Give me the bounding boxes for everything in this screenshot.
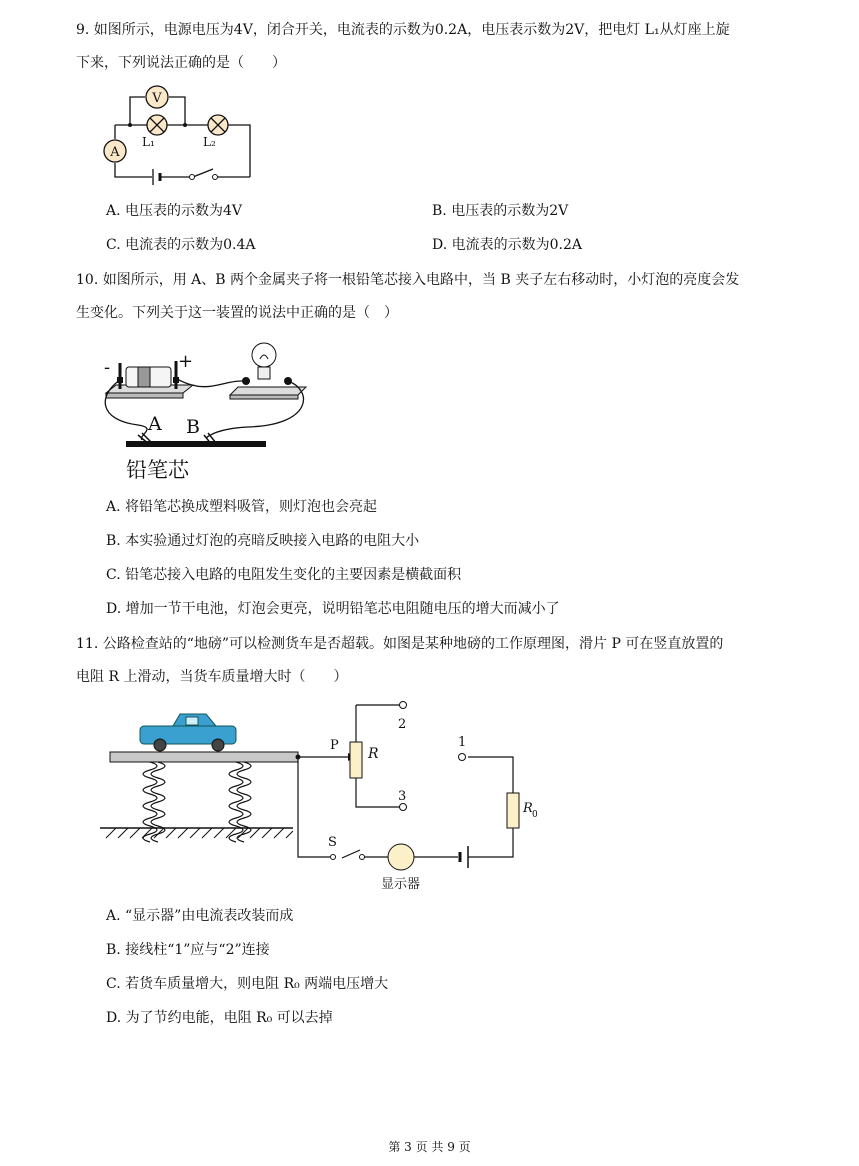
- q9-stem-line2: 下来，下列说法正确的是（ ）: [76, 55, 286, 71]
- q11-stem-line2: 电阻 R 上滑动，当货车质量增大时（ ）: [76, 669, 348, 685]
- terminal-2-label: 2: [398, 717, 407, 732]
- q10-stem-line2: 生变化。下列关于这一装置的说法中正确的是（ ）: [76, 305, 398, 321]
- resistor-r-label: R: [368, 746, 379, 762]
- svg-text:V: V: [152, 91, 162, 106]
- q10-option-a[interactable]: A. 将铅笔芯换成塑料吸管，则灯泡也会亮起: [106, 499, 378, 515]
- terminal-1-label: 1: [458, 735, 467, 750]
- terminal-3-icon: [400, 804, 407, 811]
- lamp-l1-icon: [147, 115, 167, 135]
- ammeter-icon: [104, 140, 126, 162]
- q9-option-a[interactable]: A. 电压表的示数为4V: [106, 203, 243, 219]
- page-footer: 第 3 页 共 9 页: [388, 1140, 471, 1154]
- pencil-lead-caption: 铅笔芯: [126, 458, 189, 482]
- battery-icon: [460, 846, 468, 868]
- lamp-l2-icon: [208, 115, 228, 135]
- battery-icon: [153, 169, 160, 185]
- spring-icon: [143, 762, 251, 842]
- switch-s-label: S: [328, 835, 337, 850]
- scale-platform: [110, 752, 298, 762]
- display-label: 显示器: [381, 877, 421, 892]
- slider-p-label: P: [330, 738, 339, 753]
- terminal-3-label: 3: [398, 789, 407, 804]
- resistor-r0-label: R: [523, 801, 533, 816]
- negative-terminal-label: -: [104, 357, 111, 378]
- voltmeter-icon: [146, 86, 168, 108]
- terminal-2-icon: [400, 702, 407, 709]
- q10-option-d[interactable]: D. 增加一节干电池，灯泡会更亮，说明铅笔芯电阻随电压的增大而减小了: [106, 601, 560, 617]
- q11-weighbridge-diagram: [98, 700, 538, 895]
- q9-stem-line1: 9. 如图所示，电源电压为4V，闭合开关，电流表的示数为0.2A，电压表示数为2V，把电灯 L₁从灯座上旋: [76, 22, 730, 38]
- clip-b-label: B: [186, 416, 200, 438]
- q11-stem-line1: 11. 公路检查站的“地磅”可以检测货车是否超载。如图是某种地磅的工作原理图，滑片 P 可在竖直放置的: [76, 636, 724, 652]
- q11-option-c[interactable]: C. 若货车质量增大，则电阻 R₀ 两端电压增大: [106, 976, 389, 992]
- clip-a-label: A: [148, 413, 162, 435]
- light-bulb-icon: [230, 343, 306, 399]
- q11-option-b[interactable]: B. 接线柱“1”应与“2”连接: [106, 942, 270, 958]
- display-meter-icon: [388, 844, 414, 870]
- resistor-r0-subscript: 0: [532, 810, 538, 820]
- q11-option-a[interactable]: A. “显示器”由电流表改装而成: [106, 908, 294, 924]
- resistor-r0-icon: [507, 793, 519, 828]
- q9-option-d[interactable]: D. 电流表的示数为0.2A: [432, 237, 583, 253]
- q10-option-b[interactable]: B. 本实验通过灯泡的亮暗反映接入电路的电阻大小: [106, 533, 420, 549]
- lamp-l1-label: L₁: [142, 135, 155, 149]
- truck-icon: [140, 714, 236, 751]
- ground-hatch: [100, 828, 293, 838]
- lamp-l2-label: L₂: [203, 135, 216, 149]
- q10-option-c[interactable]: C. 铅笔芯接入电路的电阻发生变化的主要因素是横截面积: [106, 567, 462, 583]
- q9-circuit-diagram: [95, 82, 265, 192]
- pencil-lead-bar: [126, 441, 266, 447]
- terminal-1-icon: [459, 754, 466, 761]
- positive-terminal-label: +: [178, 351, 194, 372]
- svg-text:A: A: [110, 145, 120, 160]
- q9-option-c[interactable]: C. 电流表的示数为0.4A: [106, 237, 256, 253]
- q10-pencil-lead-circuit: [98, 335, 318, 485]
- q11-option-d[interactable]: D. 为了节约电能，电阻 R₀ 可以去掉: [106, 1010, 333, 1026]
- q9-option-b[interactable]: B. 电压表的示数为2V: [432, 203, 569, 219]
- q10-stem-line1: 10. 如图所示，用 A、B 两个金属夹子将一根铅笔芯接入电路中，当 B 夹子左右移动时，小灯泡的亮度会发: [76, 272, 740, 288]
- resistor-r-icon: [350, 742, 362, 778]
